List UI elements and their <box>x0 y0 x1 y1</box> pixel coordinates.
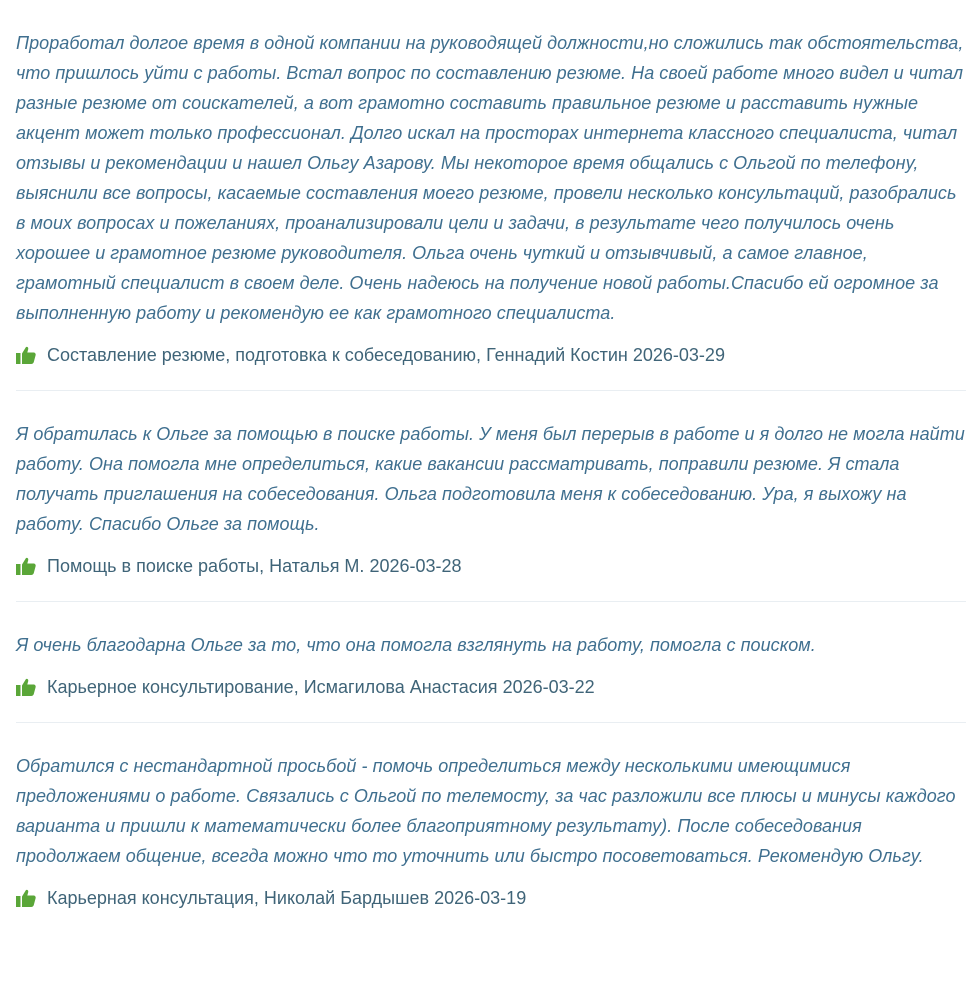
review-text: Обратился с нестандартной просьбой - помочь определиться между несколькими имеющимися предложениями о работе. Связались с Ольгой по телемосту, за час разложили все плюсы и минусы каждого варианта и пришли к математически более благоприятному результату). После собеседования продолжаем общение, всегда можно что то уточнить или быстро посоветоваться. Рекомендую Ольгу. <box>16 756 956 866</box>
review-meta: Карьерное консультирование , Исмагилова Анастасия 2026-03-22 <box>16 674 966 700</box>
review-meta: Карьерная консультация , Николай Бардышев 2026-03-19 <box>16 885 966 911</box>
review-service: Карьерное консультирование <box>47 677 294 697</box>
review-date: 2026-03-29 <box>632 345 725 365</box>
review-service: Составление резюме, подготовка к собеседованию <box>47 345 477 365</box>
review-meta: Составление резюме, подготовка к собеседованию , Геннадий Костин 2026-03-29 <box>16 342 966 368</box>
review-author: Геннадий Костин <box>486 345 628 365</box>
review-date: 2026-03-19 <box>434 888 527 908</box>
review-author: Наталья М. <box>269 556 365 576</box>
review-service: Карьерная консультация <box>47 888 254 908</box>
review-date: 2026-03-28 <box>369 556 462 576</box>
review-item <box>16 0 966 391</box>
review-item <box>16 391 966 602</box>
thumbs-up-icon <box>16 678 36 696</box>
review-text: Я очень благодарна Ольге за то, что она помогла взглянуть на работу, помогла с поиском. <box>16 635 816 655</box>
review-author: Исмагилова Анастасия <box>303 677 498 697</box>
review-text: Проработал долгое время в одной компании на руководящей должности,но сложились так обстоятельства, что пришлось уйти с работы. Встал вопрос по составлению резюме. На своей работе много видел и читал разные резюме от соискателей, а вот грамотно составить правильное резюме и расставить нужные акцент может только профессионал. Долго искал на просторах интернета классного специалиста, читал отзывы и рекомендации и нашел Ольгу Азарову. Мы некоторое время общались с Ольгой по телефону, выяснили все вопросы, касаемые составления моего резюме, провели несколько консультаций, разобрались в моих вопросах и пожеланиях, проанализировали цели и задачи, в результате чего получилось очень хорошее и грамотное резюме руководителя. Ольга очень чуткий и отзывчивый, а самое главное, грамотный специалист в своем деле. Очень надеюсь на получение новой работы.Спасибо ей огромное за выполненную работу и рекомендую ее как грамотного специалиста. <box>16 33 964 323</box>
thumbs-up-icon <box>16 346 36 364</box>
review-date: 2026-03-22 <box>502 677 595 697</box>
review-service: Помощь в поиске работы <box>47 556 260 576</box>
review-author: Николай Бардышев <box>263 888 430 908</box>
review-meta: Помощь в поиске работы , Наталья М. 2026-03-28 <box>16 553 966 579</box>
review-text: Я обратилась к Ольге за помощью в поиске работы. У меня был перерыв в работе и я долго не могла найти работу. Она помогла мне определиться, какие вакансии рассматривать, поправили резюме. Я стала получать приглашения на собеседования. Ольга подготовила меня к собеседованию. Ура, я выхожу на работу. Спасибо Ольге за помощь. <box>16 424 965 534</box>
review-item <box>16 723 966 933</box>
review-item <box>16 602 966 723</box>
thumbs-up-icon <box>16 889 36 907</box>
thumbs-up-icon <box>16 557 36 575</box>
